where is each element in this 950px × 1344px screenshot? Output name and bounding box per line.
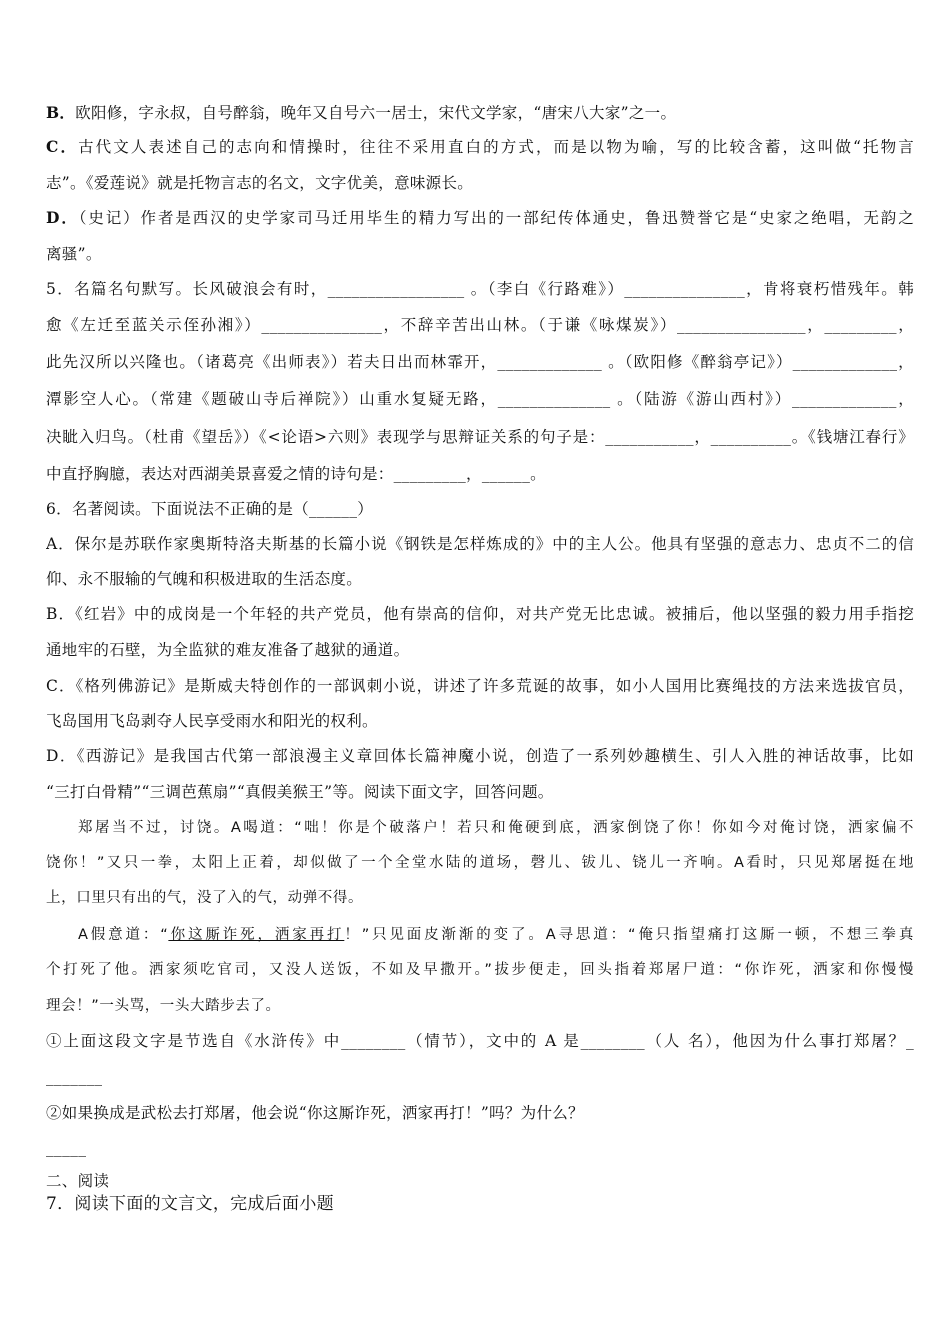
q6-option-d-line1: D．《西游记》是我国古代第一部浪漫主义章回体长篇神魔小说，创造了一系列妙趣横生、引人入胜的神话故事，比如 — [46, 747, 914, 765]
q6-option-c-line1: C．《格列佛游记》是斯威夫特创作的一部讽刺小说，讲述了许多荒诞的故事，如小人国用比赛绳技的方法来选拔官员， — [46, 677, 914, 695]
q6-stem: 6．名著阅读。下面说法不正确的是（______） — [46, 500, 374, 518]
q5-line1: 5．名篇名句默写。长风破浪会有时，_________________ 。（李白《行路难》）_______________，肯将衰朽惜残年。韩 — [46, 280, 914, 298]
q4-option-d-line1: D．（史记）作者是西汉的史学家司马迁用毕生的精力写出的一部纪传体通史，鲁迅赞誉它是“史家之绝唱，无韵之 — [46, 208, 914, 227]
q5-line3: 此先汉所以兴隆也。（诸葛亮《出师表》）若夫日出而林霏开，_____________ 。（欧阳修《醉翁亭记》）_____________， — [46, 353, 914, 371]
q4-option-d-line2: 离骚”。 — [46, 245, 102, 263]
q6-option-b-line1: B．《红岩》中的成岗是一个年轻的共产党员，他有崇高的信仰，对共产党无比忠诚。被捕后，他以坚强的毅力用手指挖 — [46, 605, 914, 623]
q5-line6: 中直抒胸臆，表达对西湖美景喜爱之情的诗句是：_________，______。 — [46, 465, 546, 483]
q6-option-b-line2: 通地牢的石壁，为全监狱的难友准备了越狱的通道。 — [46, 641, 410, 659]
passage-p1-line2: 饶你！”又只一拳，太阳上正着，却似做了一个全堂水陆的道场，磬儿、钹儿、铙儿一齐响。A看时，只见郑屠挺在地 — [46, 855, 914, 871]
passage-p2-line1: A假意道：“你这厮诈死，洒家再打！”只见面皮渐渐的变了。A寻思道：“俺只指望痛打这厮一顿，不想三拳真 — [78, 927, 914, 943]
q6-option-a-line2: 仰、永不服输的气魄和积极进取的生活态度。 — [46, 570, 363, 588]
q7-stem: 7．阅读下面的文言文，完成后面小题 — [46, 1194, 334, 1214]
q6-option-c-line2: 飞岛国用飞岛剥夺人民享受雨水和阳光的权利。 — [46, 712, 378, 730]
underlined-quote: 你这厮诈死，洒家再打 — [168, 927, 345, 943]
q4-option-c-line2: 志”。《爱莲说》就是托物言志的名文，文字优美，意味源长。 — [46, 174, 474, 192]
q4-option-b: B．欧阳修，字永叔，自号醉翁，晚年又自号六一居士，宋代文学家，“唐宋八大家”之一。 — [46, 103, 677, 122]
q5-line2: 愈《左迁至蓝关示侄孙湘》）_______________，不辞辛苦出山林。（于谦《咏煤炭》）________________，_________， — [46, 316, 914, 334]
subquestion-1: ①上面这段文字是节选自《水浒传》中________（情节），文中的 A 是________（人 名），他因为什么事打郑屠？_ — [46, 1032, 914, 1050]
subquestion-2: ②如果换成是武松去打郑屠，他会说“你这厮诈死，洒家再打！”吗？为什么？ — [46, 1104, 584, 1122]
subquestion-1-blank: _______ — [46, 1068, 103, 1086]
q5-line4: 潭影空人心。（常建《题破山寺后禅院》）山重水复疑无路，______________ 。（陆游《游山西村》）_____________， — [46, 390, 914, 408]
passage-p2-line3: 理会！”一头骂，一头大踏步去了。 — [46, 998, 281, 1014]
q4-option-c-line1: C．古代文人表述自己的志向和情操时，往往不采用直白的方式，而是以物为喻，写的比较含蓄，这叫做“托物言 — [46, 137, 914, 156]
passage-p1-line1: 郑屠当不过，讨饶。A喝道：“咄！你是个破落户！若只和俺硬到底，洒家倒饶了你！你如今对俺讨饶，洒家偏不 — [78, 820, 914, 836]
passage-p1-line3: 上，口里只有出的气，没了入的气，动弹不得。 — [46, 890, 364, 906]
passage-p2-line2: 个打死了他。洒家须吃官司，又没人送饭，不如及早撒开。”拔步便走，回头指着郑屠尸道：“你诈死，洒家和你慢慢 — [46, 962, 914, 978]
q6-option-a-line1: A．保尔是苏联作家奥斯特洛夫斯基的长篇小说《钢铁是怎样炼成的》中的主人公。他具有坚强的意志力、忠贞不二的信 — [46, 535, 914, 553]
q6-option-d-line2: “三打白骨精”“三调芭蕉扇”“真假美猴王”等。阅读下面文字，回答问题。 — [46, 783, 554, 801]
q5-line5: 决眦入归鸟。（杜甫《望岳》）《<论语>六则》表现学与思辩证关系的句子是：___________，__________。《钱塘江春行》 — [46, 428, 914, 446]
subquestion-2-blank: _____ — [46, 1139, 87, 1157]
section-title: 二、阅读 — [46, 1172, 110, 1190]
